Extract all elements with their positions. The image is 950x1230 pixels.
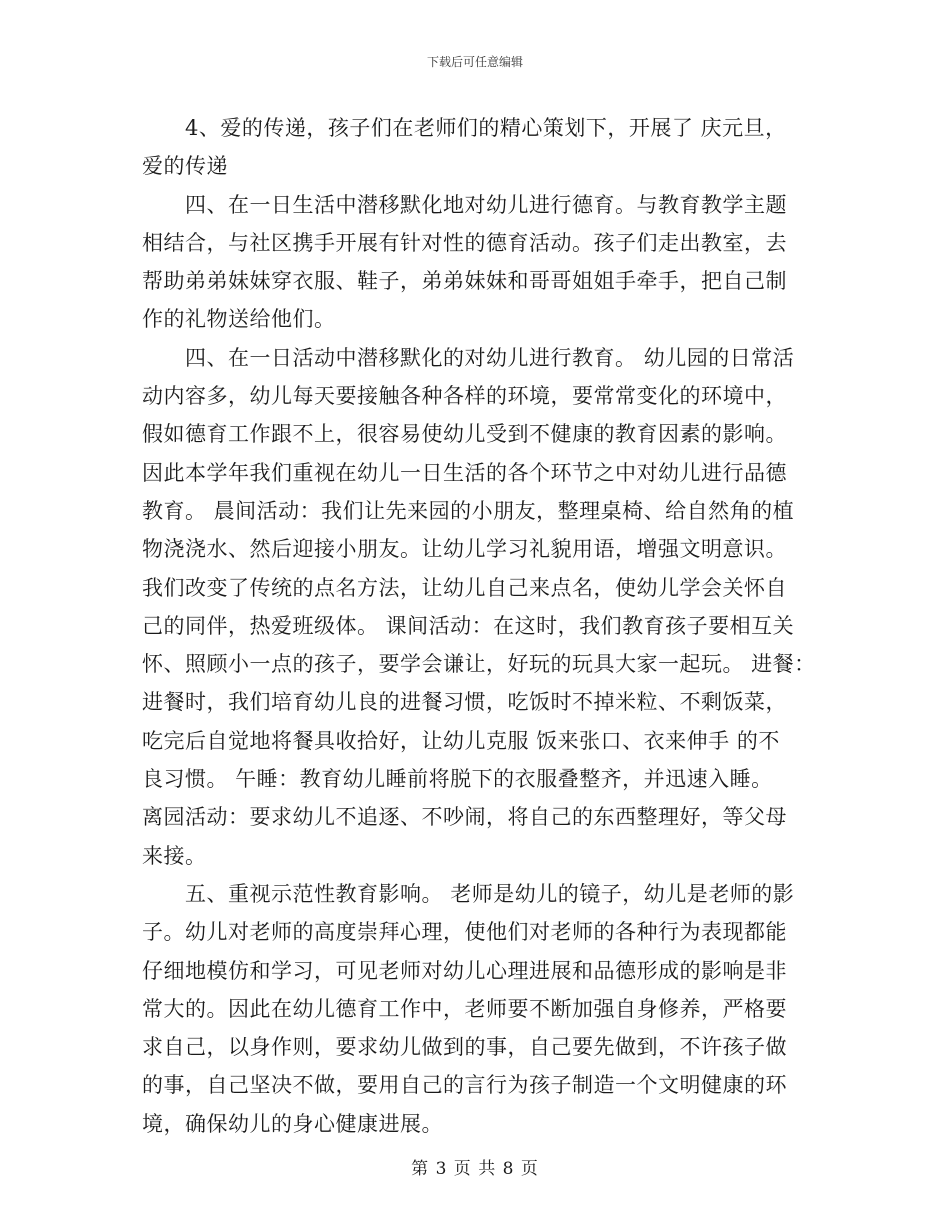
text-line: 子。幼儿对老师的高度崇拜心理，使他们对老师的各种行为表现都能 [142, 920, 787, 945]
text-line: 良习惯。 午睡：教育幼儿睡前将脱下的衣服叠整齐，并迅速入睡。 [142, 767, 773, 792]
text-line: 帮助弟弟妹妹穿衣服、鞋子，弟弟妹妹和哥哥姐姐手牵手，把自己制 [142, 269, 787, 294]
document-body [142, 109, 822, 1143]
text-line: 进餐时，我们培育幼儿良的进餐习惯，吃饭时不掉米粒、不剩饭菜， [142, 690, 787, 715]
text-line: 怀、照顾小一点的孩子，要学会谦让，好玩的玩具大家一起玩。 进餐： [142, 652, 816, 677]
text-line: 常大的。因此在幼儿德育工作中，老师要不断加强自身修养，严格要 [142, 996, 787, 1021]
text-line: 物浇浇水、然后迎接小朋友。让幼儿学习礼貌用语，增强文明意识。 [142, 537, 787, 562]
text-line: 相结合，与社区携手开展有针对性的德育活动。孩子们走出教室，去 [142, 230, 787, 255]
text-line: 假如德育工作跟不上，很容易使幼儿受到不健康的教育因素的影响。 [142, 422, 787, 447]
text-line: 我们改变了传统的点名方法，让幼儿自己来点名，使幼儿学会关怀自 [142, 575, 787, 600]
text-line: 仔细地模仿和学习，可见老师对幼儿心理进展和品德形成的影响是非 [142, 958, 787, 983]
page-header: 下载后可任意编辑 [426, 55, 523, 69]
text-line: 教育。 晨间活动：我们让先来园的小朋友，整理桌椅、给自然角的植 [142, 498, 795, 523]
text-line: 作的礼物送给他们。 [142, 307, 336, 332]
text-line: 四、在一日生活中潜移默化地对幼儿进行德育。与教育教学主题 [185, 192, 788, 217]
text-line: 因此本学年我们重视在幼儿一日生活的各个环节之中对幼儿进行品德 [142, 460, 787, 485]
text-line: 来接。 [142, 843, 207, 868]
paragraph [142, 339, 822, 875]
text-line: 离园活动：要求幼儿不追逐、不吵闹，将自己的东西整理好，等父母 [142, 805, 787, 830]
paragraph [142, 186, 822, 339]
text-line: 4、爱的传递，孩子们在老师们的精心策划下，开展了 庆元旦， [185, 116, 787, 140]
text-line: 境，确保幼儿的身心健康进展。 [142, 1111, 443, 1136]
text-line: 爱的传递 [142, 154, 228, 179]
text-line: 吃完后自觉地将餐具收拾好，让幼儿克服 饭来张口、衣来伸手 的不 [142, 728, 780, 753]
paragraph [142, 109, 822, 186]
paragraph [142, 875, 822, 1143]
text-line: 求自己，以身作则，要求幼儿做到的事，自己要先做到，不许孩子做 [142, 1035, 787, 1060]
text-line: 四、在一日活动中潜移默化的对幼儿进行教育。 幼儿园的日常活 [185, 345, 795, 370]
text-line: 的事，自己坚决不做，要用自己的言行为孩子制造一个文明健康的环 [142, 1073, 787, 1098]
text-line: 动内容多，幼儿每天要接触各种各样的环境，要常常变化的环境中， [142, 384, 787, 409]
text-line: 己的同伴，热爱班级体。 课间活动：在这时，我们教育孩子要相互关 [142, 613, 795, 638]
text-line: 五、重视示范性教育影响。 老师是幼儿的镜子，幼儿是老师的影 [185, 881, 795, 906]
page-footer: 第 3 页 共 8 页 [411, 1159, 539, 1179]
